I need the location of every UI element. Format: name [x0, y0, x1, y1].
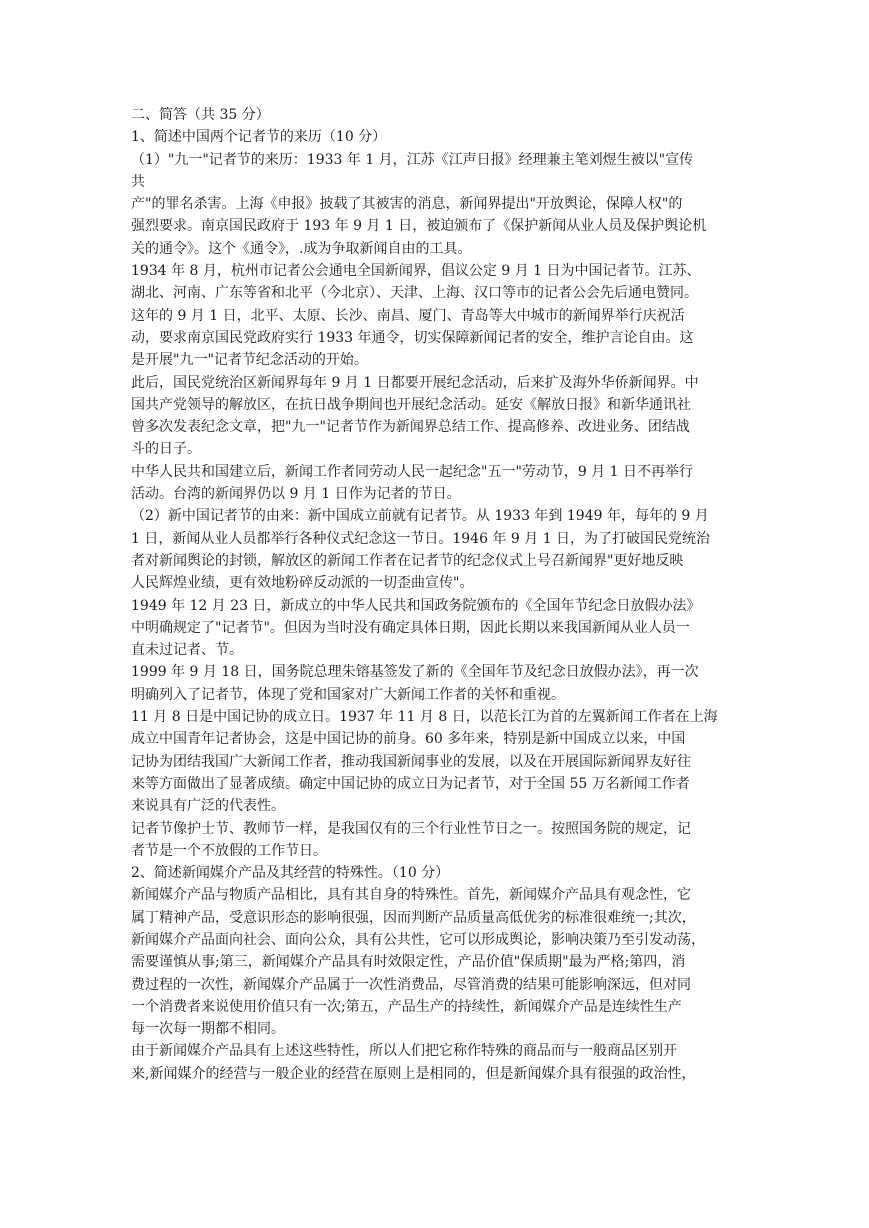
text-line: 中华人民共和国建立后，新闻工作者同劳动人民一起纪念"五一"劳动节，9 月 1 日不再举行: [131, 463, 694, 480]
text-line: （1）"九一"记者节的来历：1933 年 1 月，江苏《江声日报》经理兼主笔刘煜生被以"宣传: [131, 151, 694, 168]
text-line: 人民辉煌业绩，更有效地粉碎反动派的一切歪曲宣传"。: [131, 575, 474, 592]
document-body: [131, 104, 741, 1085]
text-line: 关的通令》。这个《通令》，.成为争取新闻自由的工具。: [131, 240, 472, 257]
text-line: 曾多次发表纪念文章，把"九一"记者节作为新闻界总结工作、提高修养、改进业务、团结战: [131, 419, 690, 436]
text-line: 一个消费者来说使用价值只有一次;第五，产品生产的持续性，新闻媒介产品是连续性生产: [131, 998, 682, 1015]
question-heading: 2、简述新闻媒介产品及其经营的特殊性。（10 分）: [131, 865, 450, 882]
text-line: 记协为团结我国广大新闻工作者，推动我国新闻事业的发展，以及在开展国际新闻界友好往: [131, 753, 691, 770]
text-line: 者对新闻舆论的封锁，解放区的新闻工作者在记者节的纪念仪式上号召新闻界"更好地反映: [131, 552, 684, 569]
text-line: 斗的日子。: [131, 441, 201, 458]
text-line: 11 月 8 日是中国记协的成立日。1937 年 11 月 8 日，以范长江为首的左翼新闻工作者在上海: [131, 709, 718, 726]
text-line: 直未过记者、节。: [131, 642, 243, 659]
text-line: 来,新闻媒介的经营与一般企业的经营在原则上是相同的，但是新闻媒介具有很强的政治性，: [131, 1065, 696, 1082]
text-line: 1949 年 12 月 23 日，新成立的中华人民共和国政务院颁布的《全国年节纪念日放假办法》: [131, 597, 701, 614]
text-line: 属丁精神产品，受意识形态的影响很强，因而判断产品质量高低优劣的标准很难统一;其次，: [131, 909, 696, 926]
text-line: 活动。台湾的新闻界仍以 9 月 1 日作为记者的节日。: [131, 486, 461, 503]
text-line: 记者节像护士节、教师节一样，是我国仅有的三个行业性节日之一。按照国务院的规定，记: [131, 820, 691, 837]
question-heading: 1、简述中国两个记者节的来历（10 分）: [131, 129, 387, 146]
text-line: 每一次每一期都不相同。: [131, 1021, 285, 1038]
text-line: 中明确规定了"记者节"。但因为当时没有确定具体日期，因此长期以来我国新闻从业人员一: [131, 619, 690, 636]
text-line: 强烈要求。南京国民政府于 193 年 9 月 1 日，被迫颁布了《保护新闻从业人员及保护舆论机: [131, 218, 707, 235]
text-line: 这年的 9 月 1 日，北平、太原、长沙、南昌、厦门、青岛等大中城市的新闻界举行庆祝活: [131, 307, 685, 324]
text-line: 1999 年 9 月 18 日，国务院总理朱镕基签发了新的《全国年节及纪念日放假办法》，再一次: [131, 664, 699, 681]
section-heading: 二、简答（共 35 分）: [131, 107, 270, 123]
text-line: 新闻媒介产品与物质产品相比，具有其自身的特殊性。首先，新闻媒介产品具有观念性，它: [131, 887, 691, 904]
text-line: （2）新中国记者节的由来：新中国成立前就有记者节。从 1933 年到 1949 年，每年的 9 月: [131, 508, 709, 525]
text-line: 成立中国青年记者协会，这是中国记协的前身。60 多年来，特别是新中国成立以来，中国: [131, 731, 686, 748]
text-line: 者节是一个不放假的工作节日。: [131, 842, 327, 859]
text-line: 明确列入了记者节，体现了党和国家对广大新闻工作者的关怀和重视。: [131, 686, 565, 703]
text-line: 由于新闻媒介产品具有上述这些特性，所以人们把它称作特殊的商品而与一般商品区别开: [131, 1043, 677, 1060]
text-line: 产"的罪名杀害。上海《申报》披载了其被害的消息，新闻界提出"开放舆论，保障人权"的: [131, 196, 683, 213]
text-line: 新闻媒介产品面向社会、面向公众，具有公共性，它可以形成舆论，影响决策乃至引发动荡，: [131, 931, 705, 948]
text-line: 此后，国民党统治区新闻界每年 9 月 1 日都要开展纪念活动，后来扩及海外华侨新闻界。中: [131, 374, 699, 391]
text-line: 来说具有广泛的代表性。: [131, 798, 285, 815]
text-line: 1934 年 8 月，杭州市记者公会通电全国新闻界，倡议公定 9 月 1 日为中国记者节。江苏、: [131, 263, 701, 280]
text-line: 共: [131, 173, 145, 190]
text-line: 湖北、河南、广东等省和北平（今北京）、天津、上海、汉口等市的记者公会先后通电赞同。: [131, 285, 698, 302]
text-line: 需要谨慎从事;第三，新闻媒介产品具有时效限定性，产品价值"保质期"最为严格;第四，消: [131, 954, 686, 971]
text-line: 费过程的一次性，新闻媒介产品属于一次性消费品，尽管消费的结果可能影响深远，但对同: [131, 976, 691, 993]
text-line: 来等方面做出了显著成绩。确定中国记协的成立日为记者节，对于全国 55 万名新闻工作者: [131, 775, 690, 792]
text-line: 动，要求南京国民党政府实行 1933 年通令，切实保障新闻记者的安全，维护言论自由。这: [131, 329, 694, 346]
text-line: 国共产党领导的解放区，在抗日战争期间也开展纪念活动。延安《解放日报》和新华通讯社: [131, 396, 691, 413]
text-line: 是开展"九一"记者节纪念活动的开始。: [131, 352, 368, 369]
text-line: 1 日，新闻从业人员都举行各种仪式纪念这一节日。1946 年 9 月 1 日，为了打破国民党统治: [131, 530, 711, 547]
